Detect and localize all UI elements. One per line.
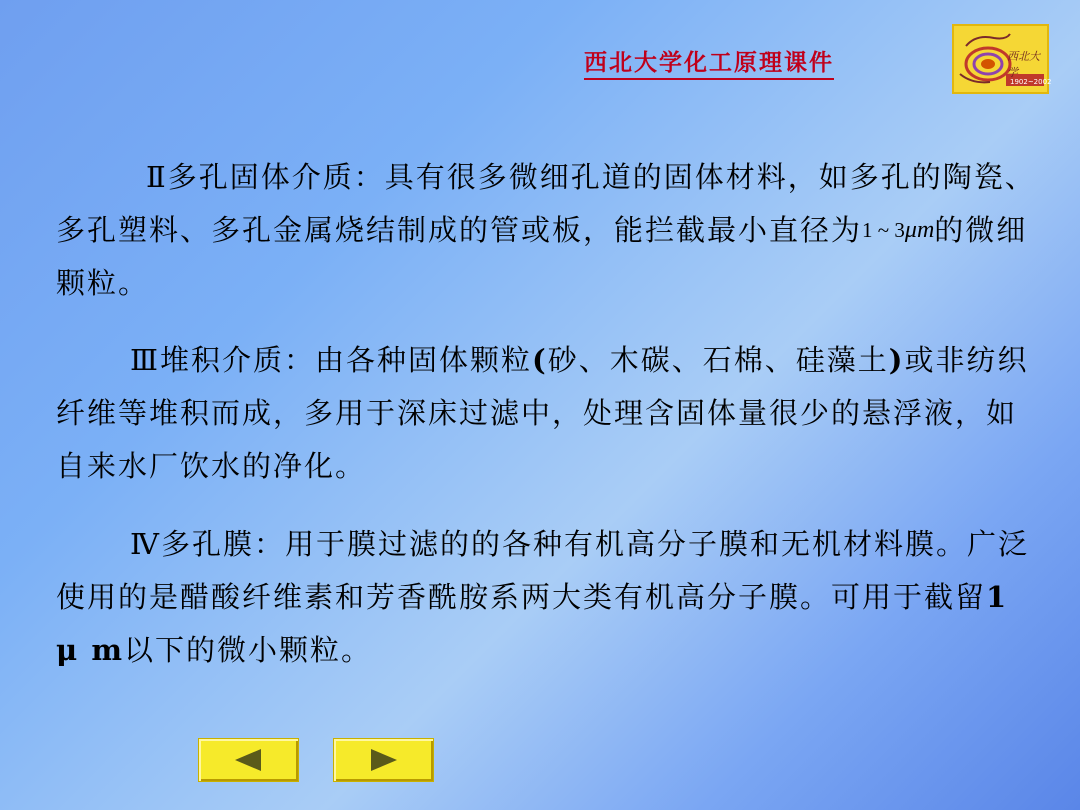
- university-logo: [952, 24, 1052, 94]
- previous-slide-button[interactable]: [198, 738, 299, 782]
- paren-inner-text: 砂、木碳、石棉、硅藻土: [547, 343, 889, 377]
- logo-script-text: 西北大学: [1007, 50, 1040, 79]
- body-text: 由各种固体颗粒: [315, 343, 533, 377]
- roman-numeral-2: Ⅱ: [146, 160, 168, 194]
- body-text: 具有很多微细孔道的固体材料，如多孔的陶瓷、多孔塑料、多孔金属烧结制成的管或板，能拦截最小直径为: [56, 160, 1036, 247]
- header-title: 西北大学化工原理课件: [584, 44, 834, 80]
- term-porous-membrane: 多孔膜: [160, 527, 254, 561]
- body-text: 用于膜过滤的的各种有机高分子膜和无机材料膜。广泛使用的是醋酸纤维素和芳香酰胺系两大类有机高分子膜。可用于截留: [56, 527, 1030, 614]
- paren-close: ): [888, 343, 905, 377]
- roman-numeral-3: Ⅲ: [130, 343, 160, 377]
- colon: ：: [254, 527, 286, 561]
- body-text-end: 的微细颗粒。: [56, 213, 1028, 300]
- paren-open: (: [532, 343, 548, 377]
- logo-years: 1902~2002: [1010, 78, 1052, 86]
- triangle-left-icon: [199, 739, 298, 781]
- math-range: [862, 218, 934, 242]
- colon: ：: [283, 343, 315, 377]
- paragraph-porous-membrane: [56, 518, 1036, 677]
- bold-size-value: 1 μ m: [56, 580, 1009, 667]
- colon: ：: [353, 160, 385, 194]
- next-slide-button[interactable]: [333, 738, 434, 782]
- roman-numeral-4: Ⅳ: [130, 527, 161, 561]
- term-packed-media: 堆积介质: [159, 343, 284, 377]
- term-porous-solid-media: 多孔固体介质: [167, 160, 354, 194]
- triangle-right-icon: [334, 739, 433, 781]
- body-text-end: 或非纺织纤维等堆积而成，多用于深床过滤中，处理含固体量很少的悬浮液，如自来水厂饮水的净化。: [56, 343, 1029, 483]
- math-unit: μm: [904, 217, 935, 243]
- math-range-value: 1 ~ 3: [862, 218, 905, 242]
- paragraph-porous-solid-media: [56, 151, 1036, 310]
- paragraph-packed-media: [56, 334, 1036, 493]
- body-text-end: 以下的微小颗粒。: [124, 633, 373, 667]
